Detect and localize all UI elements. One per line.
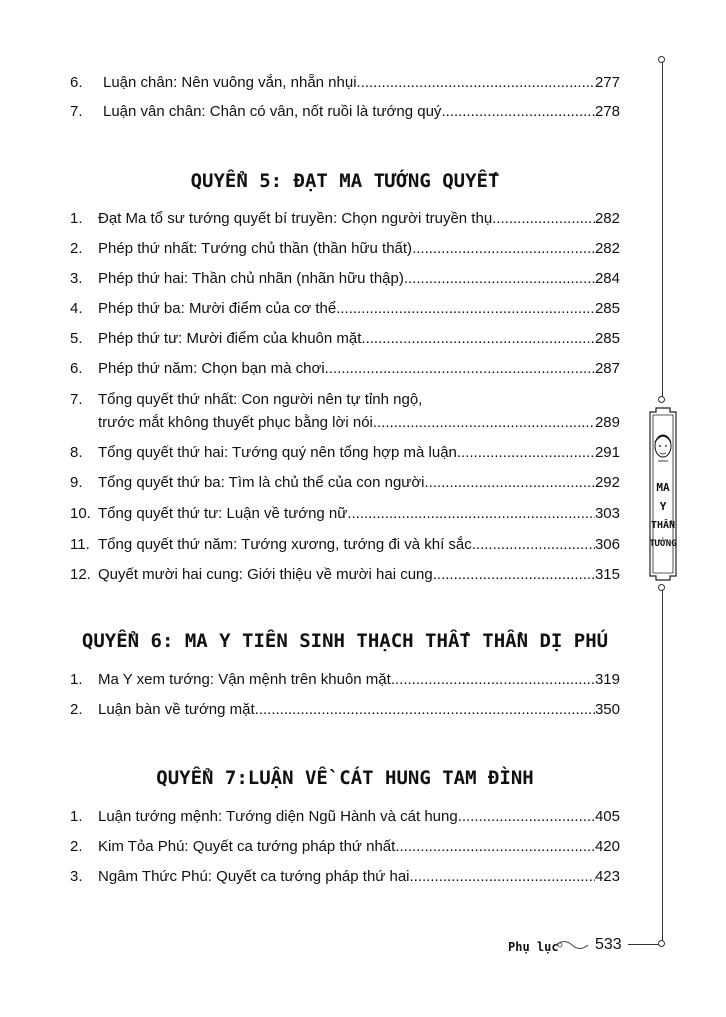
toc-leader-dots	[255, 699, 595, 721]
toc-entry-number: 12.	[70, 566, 91, 583]
toc-leader-dots	[357, 72, 595, 94]
toc-entry-page: 285	[594, 330, 620, 347]
toc-entry-title: Phép thứ nhất: Tướng chủ thần (thần hữu thất)	[98, 240, 413, 257]
badge-text-line: MA	[656, 481, 670, 494]
toc-entry-page: 423	[594, 868, 620, 885]
toc-entry-number: 6.	[70, 360, 83, 377]
toc-entry-page: 282	[594, 210, 620, 227]
badge-text-line: TƯỚNG	[649, 539, 677, 549]
toc-entry	[70, 836, 620, 858]
toc-entry	[70, 806, 620, 828]
toc-leader-dots	[457, 442, 595, 464]
footer-rule	[628, 944, 660, 945]
toc-entry-page: 285	[594, 300, 620, 317]
toc-entry	[70, 503, 620, 525]
toc-entry-title: Luận tướng mệnh: Tướng diện Ngũ Hành và cát hung	[98, 808, 458, 825]
toc-entry	[70, 72, 620, 94]
toc-entry-title: Tổng quyết thứ hai: Tướng quý nên tổng hợp mà luận	[98, 444, 457, 461]
toc-entry-number: 8.	[70, 444, 83, 461]
footer-rule-dot	[658, 940, 665, 947]
toc-entry-page: 405	[594, 808, 620, 825]
toc-entry-title: trước mắt không thuyết phục bằng lời nói	[98, 414, 373, 431]
toc-entry-number: 1.	[70, 808, 83, 825]
toc-entry-title: Ngâm Thức Phú: Quyết ca tướng pháp thứ hai	[98, 868, 410, 885]
footer-ornament-icon	[554, 938, 590, 952]
toc-entry-page: 277	[594, 74, 620, 91]
toc-entry	[70, 389, 422, 411]
toc-entry-page: 291	[594, 444, 620, 461]
toc-leader-dots	[472, 534, 595, 556]
toc-entry	[70, 669, 620, 691]
toc-entry-title: Ma Y xem tướng: Vận mệnh trên khuôn mặt	[98, 671, 391, 688]
side-rule-bottom	[662, 590, 663, 942]
side-rule-top	[662, 62, 663, 398]
toc-entry	[70, 442, 620, 464]
badge-text-line: Y	[659, 500, 667, 513]
toc-leader-dots	[347, 503, 595, 525]
toc-entry	[70, 358, 620, 380]
toc-entry-page: 319	[594, 671, 620, 688]
toc-leader-dots	[458, 806, 595, 828]
toc-leader-dots	[412, 238, 595, 260]
section-heading: QUYỂN 6: MA Y TIÊN SINH THẠCH THẤT THẦN DỊ PHÚ	[81, 630, 609, 652]
toc-entry-title: Tổng quyết thứ tư: Luận về tướng nữ	[98, 505, 348, 522]
toc-entry-number: 5.	[70, 330, 83, 347]
toc-entry-page: 278	[594, 103, 620, 120]
toc-entry	[70, 564, 620, 586]
toc-leader-dots	[410, 866, 595, 888]
toc-entry-page: 284	[594, 270, 620, 287]
side-rule-dot	[658, 56, 665, 63]
toc-entry-page: 287	[594, 360, 620, 377]
toc-entry	[70, 268, 620, 290]
toc-entry-number: 3.	[70, 270, 83, 287]
toc-leader-dots	[361, 328, 595, 350]
toc-entry-number: 1.	[70, 210, 83, 227]
badge-text-line: THẦN	[650, 520, 676, 531]
toc-entry-title: Tổng quyết thứ nhất: Con người nên tự tỉnh ngộ,	[98, 391, 423, 408]
toc-entry-title: Tổng quyết thứ năm: Tướng xương, tướng đi và khí sắc	[98, 536, 472, 553]
toc-entry	[70, 298, 620, 320]
toc-entry-number: 10.	[70, 505, 91, 522]
toc-leader-dots	[325, 358, 595, 380]
toc-entry-number: 2.	[70, 838, 83, 855]
toc-leader-dots	[336, 298, 595, 320]
toc-entry	[70, 472, 620, 494]
section-heading: QUYỂN 7:LUẬN VỀ CÁT HUNG TAM ĐÌNH	[156, 767, 534, 789]
section-heading: QUYỂN 5: ĐẠT MA TƯỚNG QUYẾT	[190, 170, 500, 192]
toc-entry-title: Luận bàn về tướng mặt	[98, 701, 255, 718]
toc-leader-dots	[425, 472, 595, 494]
toc-entry-title: Phép thứ năm: Chọn bạn mà chơi	[98, 360, 325, 377]
toc-entry	[70, 866, 620, 888]
side-rule-dot	[658, 584, 665, 591]
toc-entry-title: Phép thứ hai: Thần chủ nhãn (nhãn hữu thập)	[98, 270, 404, 287]
toc-entry	[70, 699, 620, 721]
toc-entry-number: 2.	[70, 701, 83, 718]
toc-entry-number: 7.	[70, 391, 83, 408]
toc-entry	[70, 208, 620, 230]
toc-entry-number: 9.	[70, 474, 83, 491]
footer-section-label: Phụ lục	[508, 940, 559, 954]
toc-leader-dots	[433, 564, 595, 586]
toc-leader-dots	[395, 836, 595, 858]
toc-leader-dots	[391, 669, 595, 691]
toc-entry-page: 282	[594, 240, 620, 257]
toc-leader-dots	[404, 268, 595, 290]
toc-entry-page: 306	[594, 536, 620, 553]
toc-entry-number: 4.	[70, 300, 83, 317]
book-series-badge	[646, 406, 680, 582]
toc-entry-page: 303	[594, 505, 620, 522]
toc-entry-number: 3.	[70, 868, 83, 885]
toc-entry-continuation	[98, 412, 620, 434]
toc-entry-title: Đạt Ma tổ sư tướng quyết bí truyền: Chọn người truyền thụ	[98, 210, 493, 227]
toc-entry-page: 350	[594, 701, 620, 718]
toc-entry	[70, 534, 620, 556]
toc-entry-page: 292	[594, 474, 620, 491]
toc-entry-title: Tổng quyết thứ ba: Tìm là chủ thể của con người	[98, 474, 425, 491]
toc-entry-page: 420	[594, 838, 620, 855]
toc-entry	[70, 101, 620, 123]
toc-leader-dots	[492, 208, 595, 230]
toc-entry-title: Kim Tỏa Phú: Quyết ca tướng pháp thứ nhất	[98, 838, 396, 855]
toc-entry-page: 289	[594, 414, 620, 431]
toc-entry-title: Phép thứ ba: Mười điểm của cơ thể	[98, 300, 337, 317]
toc-entry-number: 6.	[70, 74, 83, 91]
toc-entry-number: 7.	[70, 103, 83, 120]
toc-entry-number: 1.	[70, 671, 83, 688]
toc-entry-title: Phép thứ tư: Mười điểm của khuôn mặt	[98, 330, 362, 347]
toc-entry	[70, 238, 620, 260]
toc-entry-title: Quyết mười hai cung: Giới thiệu về mười hai cung	[98, 566, 433, 583]
toc-entry-title: Luận vân chân: Chân có vân, nốt ruồi là tướng quý	[103, 103, 442, 120]
toc-entry-number: 2.	[70, 240, 83, 257]
toc-entry	[70, 328, 620, 350]
toc-leader-dots	[373, 412, 595, 434]
toc-entry-page: 315	[594, 566, 620, 583]
toc-leader-dots	[441, 101, 595, 123]
page-number: 533	[595, 936, 622, 953]
toc-entry-title: Luận chân: Nên vuông vắn, nhẵn nhụi	[103, 74, 357, 91]
side-rule-dot	[658, 396, 665, 403]
toc-entry-number: 11.	[70, 536, 90, 553]
